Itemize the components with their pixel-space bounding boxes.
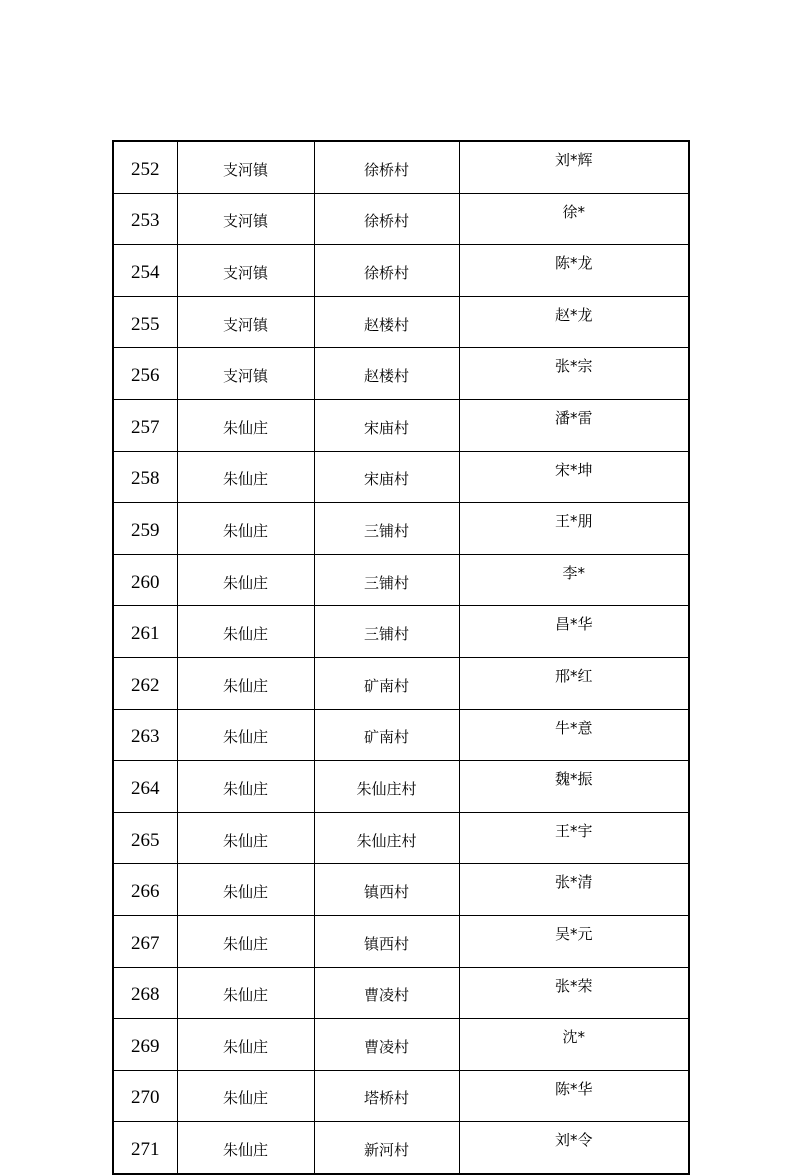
row-number: 254 xyxy=(113,245,177,297)
person-name-cell: 魏*振 xyxy=(459,761,689,813)
village-cell: 朱仙庄村 xyxy=(314,761,459,813)
table-row xyxy=(113,657,689,709)
person-name-cell: 昌*华 xyxy=(459,606,689,658)
village-cell: 镇西村 xyxy=(314,915,459,967)
person-name-cell: 张*荣 xyxy=(459,967,689,1019)
person-name-cell: 吴*元 xyxy=(459,915,689,967)
table-row xyxy=(113,399,689,451)
person-name-cell: 沈* xyxy=(459,1019,689,1071)
person-name-cell: 潘*雷 xyxy=(459,399,689,451)
person-name-cell: 李* xyxy=(459,554,689,606)
person-name-cell: 牛*意 xyxy=(459,709,689,761)
town-cell: 朱仙庄 xyxy=(177,657,314,709)
village-cell: 三铺村 xyxy=(314,606,459,658)
person-name-cell: 刘*辉 xyxy=(459,141,689,193)
town-cell: 支河镇 xyxy=(177,348,314,400)
town-cell: 朱仙庄 xyxy=(177,451,314,503)
town-cell: 朱仙庄 xyxy=(177,1019,314,1071)
town-cell: 朱仙庄 xyxy=(177,967,314,1019)
person-name-cell: 徐* xyxy=(459,193,689,245)
row-number: 261 xyxy=(113,606,177,658)
town-cell: 朱仙庄 xyxy=(177,761,314,813)
table-row xyxy=(113,503,689,555)
table-row xyxy=(113,193,689,245)
town-cell: 朱仙庄 xyxy=(177,1122,314,1174)
row-number: 253 xyxy=(113,193,177,245)
table-row xyxy=(113,296,689,348)
village-cell: 赵楼村 xyxy=(314,296,459,348)
table-row xyxy=(113,812,689,864)
town-cell: 朱仙庄 xyxy=(177,709,314,761)
roster-table-container xyxy=(112,140,688,1175)
table-row xyxy=(113,1070,689,1122)
village-cell: 新河村 xyxy=(314,1122,459,1174)
table-row xyxy=(113,709,689,761)
person-name-cell: 陈*华 xyxy=(459,1070,689,1122)
row-number: 262 xyxy=(113,657,177,709)
village-cell: 宋庙村 xyxy=(314,451,459,503)
table-row xyxy=(113,967,689,1019)
row-number: 266 xyxy=(113,864,177,916)
village-cell: 曹凌村 xyxy=(314,967,459,1019)
table-row xyxy=(113,915,689,967)
table-row xyxy=(113,761,689,813)
town-cell: 朱仙庄 xyxy=(177,606,314,658)
town-cell: 朱仙庄 xyxy=(177,915,314,967)
town-cell: 朱仙庄 xyxy=(177,399,314,451)
person-name-cell: 邢*红 xyxy=(459,657,689,709)
town-cell: 朱仙庄 xyxy=(177,864,314,916)
table-row xyxy=(113,245,689,297)
village-cell: 宋庙村 xyxy=(314,399,459,451)
table-row xyxy=(113,554,689,606)
village-cell: 三铺村 xyxy=(314,503,459,555)
village-cell: 朱仙庄村 xyxy=(314,812,459,864)
town-cell: 朱仙庄 xyxy=(177,1070,314,1122)
town-cell: 朱仙庄 xyxy=(177,503,314,555)
row-number: 264 xyxy=(113,761,177,813)
village-cell: 塔桥村 xyxy=(314,1070,459,1122)
person-name-cell: 陈*龙 xyxy=(459,245,689,297)
row-number: 270 xyxy=(113,1070,177,1122)
village-cell: 徐桥村 xyxy=(314,141,459,193)
row-number: 258 xyxy=(113,451,177,503)
table-row xyxy=(113,348,689,400)
person-name-cell: 张*清 xyxy=(459,864,689,916)
table-row xyxy=(113,141,689,193)
table-row xyxy=(113,451,689,503)
person-name-cell: 赵*龙 xyxy=(459,296,689,348)
row-number: 260 xyxy=(113,554,177,606)
village-cell: 曹凌村 xyxy=(314,1019,459,1071)
town-cell: 支河镇 xyxy=(177,245,314,297)
town-cell: 朱仙庄 xyxy=(177,554,314,606)
row-number: 257 xyxy=(113,399,177,451)
person-name-cell: 王*朋 xyxy=(459,503,689,555)
person-name-cell: 刘*令 xyxy=(459,1122,689,1174)
person-name-cell: 宋*坤 xyxy=(459,451,689,503)
row-number: 271 xyxy=(113,1122,177,1174)
town-cell: 支河镇 xyxy=(177,193,314,245)
table-row xyxy=(113,1019,689,1071)
table-row xyxy=(113,606,689,658)
town-cell: 支河镇 xyxy=(177,296,314,348)
village-cell: 矿南村 xyxy=(314,709,459,761)
roster-table-body xyxy=(113,141,689,1174)
person-name-cell: 张*宗 xyxy=(459,348,689,400)
village-cell: 三铺村 xyxy=(314,554,459,606)
table-row xyxy=(113,1122,689,1174)
row-number: 269 xyxy=(113,1019,177,1071)
village-cell: 徐桥村 xyxy=(314,245,459,297)
roster-table xyxy=(112,140,690,1175)
row-number: 268 xyxy=(113,967,177,1019)
village-cell: 镇西村 xyxy=(314,864,459,916)
village-cell: 矿南村 xyxy=(314,657,459,709)
town-cell: 朱仙庄 xyxy=(177,812,314,864)
row-number: 255 xyxy=(113,296,177,348)
row-number: 252 xyxy=(113,141,177,193)
village-cell: 徐桥村 xyxy=(314,193,459,245)
village-cell: 赵楼村 xyxy=(314,348,459,400)
town-cell: 支河镇 xyxy=(177,141,314,193)
row-number: 256 xyxy=(113,348,177,400)
row-number: 267 xyxy=(113,915,177,967)
row-number: 263 xyxy=(113,709,177,761)
row-number: 265 xyxy=(113,812,177,864)
row-number: 259 xyxy=(113,503,177,555)
table-row xyxy=(113,864,689,916)
person-name-cell: 王*宇 xyxy=(459,812,689,864)
